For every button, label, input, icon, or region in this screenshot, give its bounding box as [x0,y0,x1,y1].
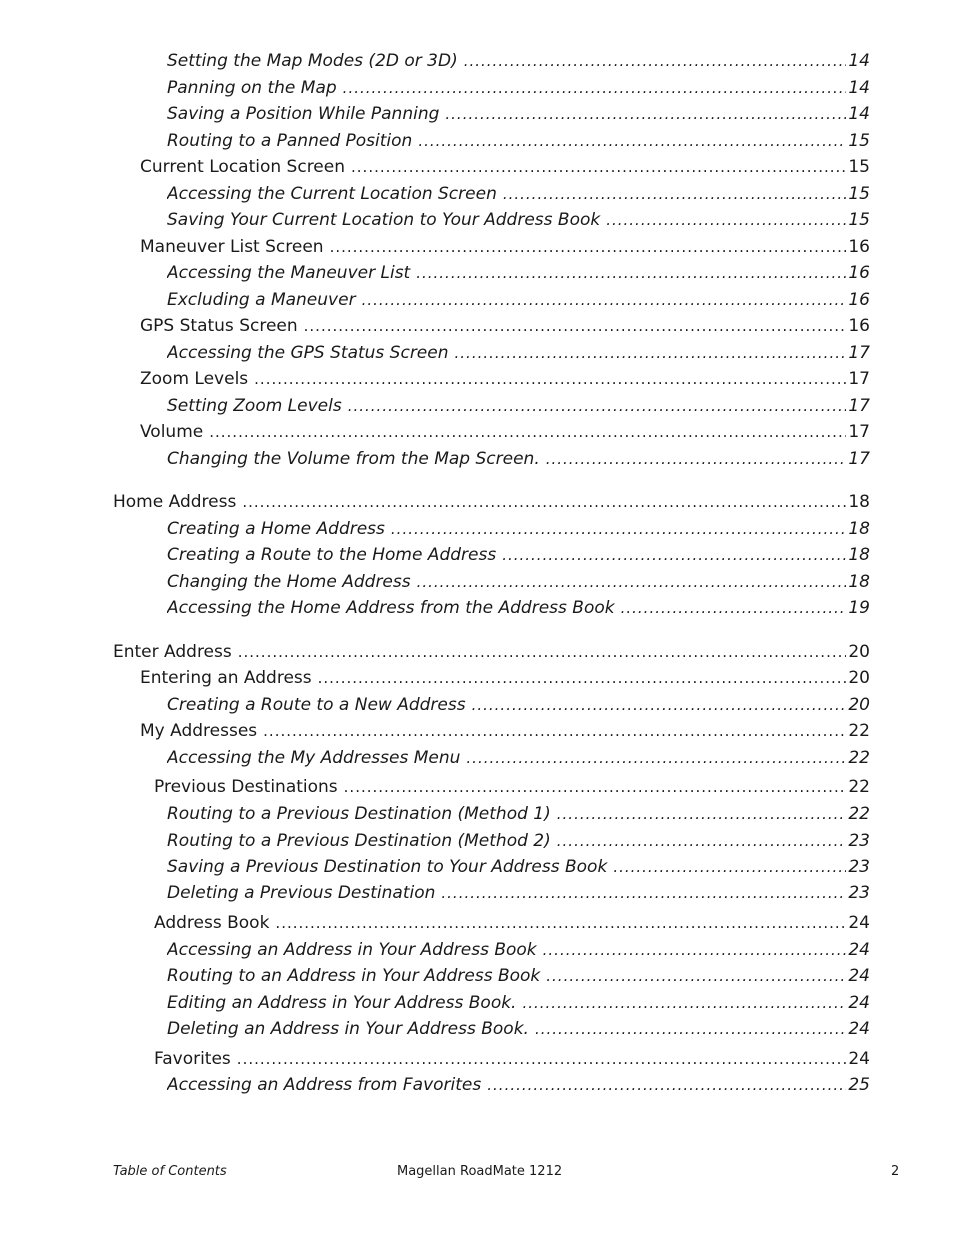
dot-leader [362,289,847,311]
toc-entry[interactable] [167,103,870,125]
toc-entry-page-number: 22 [848,804,870,824]
toc-entry-page-number: 17 [848,396,870,416]
toc-entry[interactable] [167,209,870,231]
dot-leader [445,103,846,125]
toc-entry-page-number: 15 [848,131,870,151]
toc-entry-title: Home Address [113,492,237,512]
toc-entry-title: Current Location Screen [140,157,346,177]
toc-entry-page-number: 14 [848,51,870,71]
toc-entry-title: Creating a Route to a New Address [167,695,466,715]
toc-entry[interactable] [167,1018,870,1040]
toc-entry-title: Accessing an Address in Your Address Book [167,940,537,960]
toc-entry-title: Volume [140,422,204,442]
toc-entry-page-number: 23 [848,857,870,877]
toc-entry[interactable] [140,236,870,258]
toc-entry-page-number: 25 [848,1075,870,1095]
dot-leader [441,882,846,904]
toc-entry[interactable] [154,1048,870,1070]
toc-entry-page-number: 18 [848,545,870,565]
dot-leader [418,130,846,152]
dot-leader [557,803,847,825]
toc-entry[interactable] [167,856,870,878]
footer-page-number: 2 [891,1164,900,1179]
toc-entry-page-number: 24 [848,940,870,960]
dot-leader [522,992,846,1014]
toc-entry-title: Deleting an Address in Your Address Book. [167,1019,529,1039]
dot-leader [416,262,846,284]
dot-leader [613,856,846,878]
toc-entry[interactable] [167,448,870,470]
toc-entry-title: Accessing the Current Location Screen [167,184,497,204]
toc-entry-page-number: 16 [848,316,870,336]
toc-entry-title: Accessing an Address from Favorites [167,1075,482,1095]
toc-entry[interactable] [167,342,870,364]
toc-entry[interactable] [167,965,870,987]
toc-entry[interactable] [167,803,870,825]
toc-entry[interactable] [167,50,870,72]
dot-leader [464,50,847,72]
toc-entry-title: Excluding a Maneuver [167,290,356,310]
toc-entry-title: Zoom Levels [140,369,249,389]
toc-entry-title: Entering an Address [140,668,312,688]
dot-leader [391,518,846,540]
dot-leader [535,1018,846,1040]
dot-leader [237,1048,847,1070]
toc-entry-title: Setting the Map Modes (2D or 3D) [167,51,458,71]
toc-entry-page-number: 22 [848,721,870,741]
toc-entry-page-number: 18 [848,572,870,592]
toc-entry[interactable] [167,1074,870,1096]
dot-leader [417,571,847,593]
dot-leader [318,667,847,689]
toc-entry-title: Panning on the Map [167,78,337,98]
toc-entry-page-number: 18 [848,492,870,512]
dot-leader [209,421,846,443]
dot-leader [238,641,847,663]
toc-entry[interactable] [167,747,870,769]
toc-entry-title: Routing to a Previous Destination (Method 1) [167,804,551,824]
dot-leader [263,720,846,742]
toc-entry-title: Routing to a Previous Destination (Method 2) [167,831,551,851]
dot-leader [304,315,847,337]
toc-entry-title: Editing an Address in Your Address Book. [167,993,517,1013]
toc-entry-page-number: 16 [848,290,870,310]
toc-entry[interactable] [167,289,870,311]
toc-entry-title: Previous Destinations [154,777,338,797]
toc-entry[interactable] [167,183,870,205]
toc-entry-page-number: 24 [848,966,870,986]
toc-entry-page-number: 24 [848,1019,870,1039]
toc-entry-title: Routing to an Address in Your Address Book [167,966,541,986]
toc-entry-title: Saving a Position While Panning [167,104,440,124]
toc-entry-title: Maneuver List Screen [140,237,324,257]
toc-entry[interactable] [140,667,870,689]
toc-entry[interactable] [113,491,870,513]
toc-entry[interactable] [140,368,870,390]
dot-leader [343,77,847,99]
toc-entry-page-number: 17 [848,369,870,389]
toc-entry-page-number: 16 [848,263,870,283]
toc-entry-page-number: 19 [848,598,870,618]
dot-leader [330,236,847,258]
toc-entry-title: Accessing the My Addresses Menu [167,748,461,768]
toc-entry-title: Accessing the Maneuver List [167,263,411,283]
toc-entry[interactable] [167,992,870,1014]
toc-entry-title: Enter Address [113,642,232,662]
dot-leader [344,776,847,798]
toc-entry-page-number: 22 [848,748,870,768]
toc-entry-title: Creating a Home Address [167,519,385,539]
toc-entry-title: Changing the Volume from the Map Screen. [167,449,540,469]
toc-entry[interactable] [167,830,870,852]
toc-entry-title: Favorites [154,1049,231,1069]
toc-entry-page-number: 20 [848,668,870,688]
toc-entry-title: Changing the Home Address [167,572,411,592]
toc-entry[interactable] [154,776,870,798]
dot-leader [351,156,846,178]
toc-entry-page-number: 15 [848,184,870,204]
toc-entry-page-number: 14 [848,78,870,98]
toc-entry[interactable] [140,720,870,742]
toc-entry[interactable] [167,262,870,284]
toc-entry[interactable] [140,421,870,443]
toc-entry-page-number: 24 [848,1049,870,1069]
toc-entry[interactable] [167,882,870,904]
dot-leader [487,1074,846,1096]
dot-leader [503,183,847,205]
footer-product-name: Magellan RoadMate 1212 [397,1164,563,1179]
toc-entry[interactable] [167,130,870,152]
toc-entry[interactable] [167,694,870,716]
toc-entry-page-number: 15 [848,210,870,230]
toc-entry[interactable] [113,641,870,663]
footer-section-title: Table of Contents [113,1164,227,1179]
toc-entry[interactable] [167,77,870,99]
dot-leader [621,597,847,619]
dot-leader [348,395,847,417]
toc-entry-page-number: 17 [848,343,870,363]
toc-entry-title: Saving Your Current Location to Your Address Book [167,210,601,230]
toc-entry-page-number: 23 [848,831,870,851]
toc-entry-title: My Addresses [140,721,258,741]
dot-leader [546,448,847,470]
toc-entry[interactable] [154,912,870,934]
toc-entry-page-number: 17 [848,449,870,469]
toc-entry-page-number: 14 [848,104,870,124]
toc-entry-page-number: 20 [848,695,870,715]
toc-entry[interactable] [167,597,870,619]
toc-entry-page-number: 16 [848,237,870,257]
toc-entry[interactable] [167,571,870,593]
toc-entry-title: Setting Zoom Levels [167,396,342,416]
toc-entry-page-number: 18 [848,519,870,539]
toc-entry-page-number: 17 [848,422,870,442]
dot-leader [275,912,846,934]
toc-entry-title: Address Book [154,913,270,933]
toc-entry[interactable] [140,315,870,337]
dot-leader [466,747,846,769]
dot-leader [242,491,846,513]
toc-entry-page-number: 15 [848,157,870,177]
dot-leader [472,694,847,716]
toc-entry[interactable] [167,395,870,417]
toc-entry-title: GPS Status Screen [140,316,298,336]
toc-entry[interactable] [167,518,870,540]
toc-entry[interactable] [167,939,870,961]
toc-entry-title: Accessing the GPS Status Screen [167,343,449,363]
toc-entry[interactable] [140,156,870,178]
dot-leader [254,368,846,390]
dot-leader [546,965,846,987]
toc-entry[interactable] [167,544,870,566]
toc-entry-page-number: 22 [848,777,870,797]
toc-entry-title: Deleting a Previous Destination [167,883,436,903]
toc-entry-page-number: 23 [848,883,870,903]
dot-leader [557,830,847,852]
dot-leader [502,544,846,566]
toc-entry-title: Accessing the Home Address from the Address Book [167,598,615,618]
dot-leader [543,939,847,961]
dot-leader [455,342,847,364]
toc-entry-title: Creating a Route to the Home Address [167,545,497,565]
toc-entry-page-number: 24 [848,913,870,933]
toc-entry-title: Routing to a Panned Position [167,131,413,151]
toc-entry-page-number: 20 [848,642,870,662]
dot-leader [606,209,846,231]
toc-entry-page-number: 24 [848,993,870,1013]
toc-entry-title: Saving a Previous Destination to Your Address Book [167,857,608,877]
